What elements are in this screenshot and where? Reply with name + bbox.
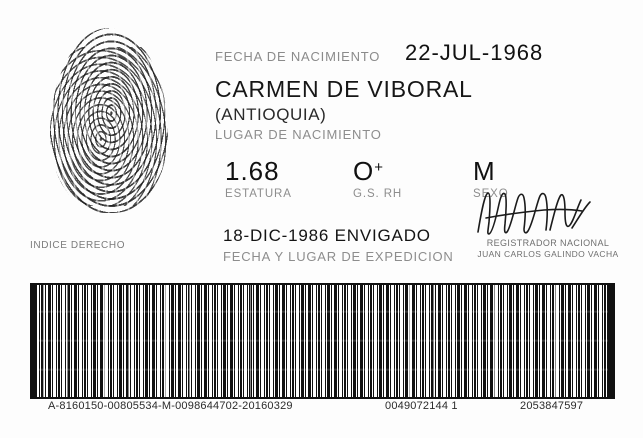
height-value: 1.68 xyxy=(225,156,280,186)
birth-date-value: 22-JUL-1968 xyxy=(405,40,544,65)
birth-place-label: LUGAR DE NACIMIENTO xyxy=(215,127,382,142)
issue-value: 18-DIC-1986 ENVIGADO xyxy=(223,226,431,245)
fingerprint-block xyxy=(30,28,195,258)
footer-code-left: A-8160150-00805534-M-0098644702-20160329 xyxy=(48,400,293,412)
issue-label: FECHA Y LUGAR DE EXPEDICION xyxy=(223,249,454,264)
sex-value: M xyxy=(473,156,496,186)
birth-date-label: FECHA DE NACIMIENTO xyxy=(215,49,381,64)
barcode-edge-right xyxy=(608,285,615,397)
birth-place-line1: CARMEN DE VIBORAL xyxy=(215,76,473,102)
sex-label: SEXO xyxy=(473,188,509,200)
blood-type-value: O xyxy=(353,156,375,186)
registrar-name: JUAN CARLOS GALINDO VACHA xyxy=(477,249,619,259)
barcode-icon xyxy=(30,283,615,399)
fingerprint-label: INDICE DERECHO xyxy=(30,240,126,251)
barcode-edge-left xyxy=(30,285,37,397)
birth-place-line2: (ANTIOQUIA) xyxy=(215,105,327,124)
birth-date-row xyxy=(215,40,615,70)
footer-code-right: 2053847597 xyxy=(520,400,584,412)
height-label: ESTATURA xyxy=(225,188,292,200)
signature-scribble-icon xyxy=(472,188,602,236)
height-field xyxy=(225,158,292,200)
registrar-title: REGISTRADOR NACIONAL xyxy=(486,238,610,248)
blood-type-rh: + xyxy=(374,159,384,176)
fingerprint-icon xyxy=(50,28,168,213)
blood-type-label: G.S. RH xyxy=(353,188,403,200)
footer-codes xyxy=(30,400,615,420)
signature-block xyxy=(468,188,628,266)
blood-type-value-group xyxy=(353,158,402,184)
footer-code-center: 0049072144 1 xyxy=(385,400,458,412)
blood-type-field xyxy=(353,158,402,200)
